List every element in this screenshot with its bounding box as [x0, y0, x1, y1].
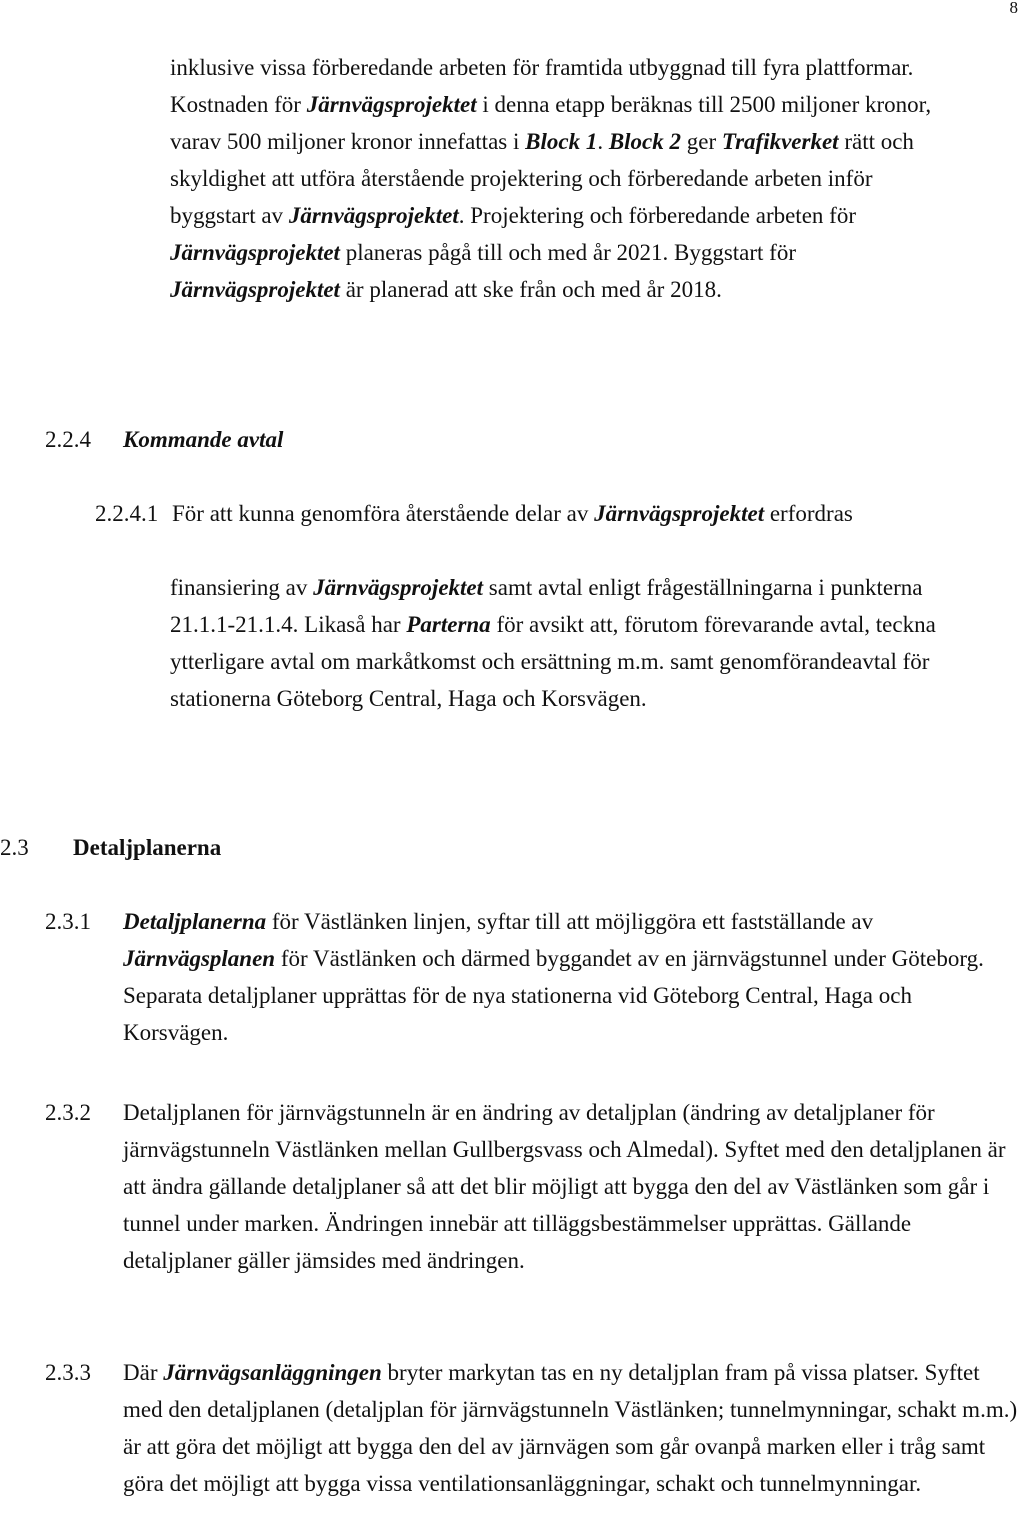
clause-term-2: Järnvägsplanen	[123, 946, 276, 971]
intro-text-7: planeras pågå till och med år 2021. Byggstart för	[339, 240, 796, 265]
intro-term-2: Block 1	[525, 129, 598, 154]
clause-text-1: Där	[123, 1360, 164, 1385]
clause-number: 2.2.4.1	[95, 501, 159, 526]
clause-body	[123, 903, 1023, 1051]
clause-text-3: för avsikt att, förutom förevarande avtal, teckna ytterligare avtal om markåtkomst och ersättning m.m. samt genomförandeavtal för stationerna Göteborg Central, Haga och Korsvägen.	[170, 612, 936, 711]
intro-term-3: Block 2	[608, 129, 682, 154]
clause-body	[170, 569, 970, 717]
intro-text-1: inklusive vissa förberedande arbeten för framtida utbyggnad till fyra plattformar. Kostnaden för	[170, 55, 914, 117]
section-title: Detaljplanerna	[73, 835, 222, 860]
clause-text-2: samt avtal enligt frågeställningarna i punkterna 21.1.1-21.1.4. Likaså har	[170, 575, 923, 637]
intro-text-8: är planerad att ske från och med år 2018.	[339, 277, 722, 302]
intro-text-6: . Projektering och förberedande arbeten för	[458, 203, 856, 228]
clause-term-1: Järnvägsanläggningen	[163, 1360, 382, 1385]
section-number: 2.2.4	[45, 427, 91, 452]
intro-paragraph	[170, 49, 950, 308]
clause-body	[123, 1354, 1023, 1502]
clause-text-1: finansiering av	[170, 575, 314, 600]
section-title: Kommande avtal	[123, 427, 284, 452]
clause-term-2: Parterna	[406, 612, 491, 637]
page-number: 8	[1009, 0, 1018, 17]
clause-term-1: Järnvägsprojektet	[313, 575, 484, 600]
clause-body: Detaljplanen för järnvägstunneln är en ändring av detaljplan (ändring av detaljplaner för järnvägstunneln Västlänken mellan Gullbergsvass och Almedal). Syftet med den detaljplanen är att ändra gällande detaljplaner så att det blir möjligt att bygga den del av Västlänken som går i tunnel under marken. Ändringen innebär att tilläggsbestämmelser upprättas. Gällande detaljplaner gäller jämsides med ändringen.	[123, 1100, 1006, 1273]
intro-term-5: Järnvägsprojektet	[288, 203, 459, 228]
clause-first-line-text: För att kunna genomföra återstående delar av	[172, 501, 595, 526]
clause-text-2: för Västlänken och därmed byggandet av en järnvägstunnel under Göteborg. Separata detaljplaner upprättas för de nya stationerna vid Göteborg Central, Haga och Korsvägen.	[123, 946, 984, 1045]
clause-number: 2.3.2	[45, 1100, 91, 1125]
intro-term-6: Järnvägsprojektet	[170, 240, 340, 265]
clause-text-2: bryter markytan tas en ny detaljplan fram på vissa platser. Syftet med den detaljplanen (detaljplan för järnvägstunneln Västlänken; tunnelmynningar, schakt m.m.) är att göra det möjligt att bygga den del av järnvägen som går ovanpå marken eller i tråg samt göra det möjligt att bygga vissa ventilationsanläggningar, schakt och tunnelmynningar.	[123, 1360, 1018, 1496]
clause-text-1: för Västlänken linjen, syftar till att möjliggöra ett fastställande av	[266, 909, 874, 934]
clause-number: 2.3.3	[45, 1360, 91, 1385]
clause-first-line-term: Järnvägsprojektet	[594, 501, 765, 526]
intro-term-1: Järnvägsprojektet	[306, 92, 477, 117]
intro-term-7: Järnvägsprojektet	[170, 277, 340, 302]
clause-term-1: Detaljplanerna	[123, 909, 267, 934]
section-number: 2.3	[0, 835, 29, 860]
intro-text-5: rätt och skyldighet att utföra återstående projektering och förberedande arbeten inför byggstart av	[170, 129, 914, 228]
intro-term-4: Trafikverket	[721, 129, 839, 154]
clause-first-line	[172, 495, 853, 532]
intro-text-4: ger	[681, 129, 722, 154]
intro-text-2: i denna etapp beräknas till 2500 miljoner kronor, varav 500 miljoner kronor innefattas i	[170, 92, 932, 154]
clause-first-line-end: erfordras	[764, 501, 853, 526]
intro-text-3: .	[597, 129, 609, 154]
clause-number: 2.3.1	[45, 909, 91, 934]
